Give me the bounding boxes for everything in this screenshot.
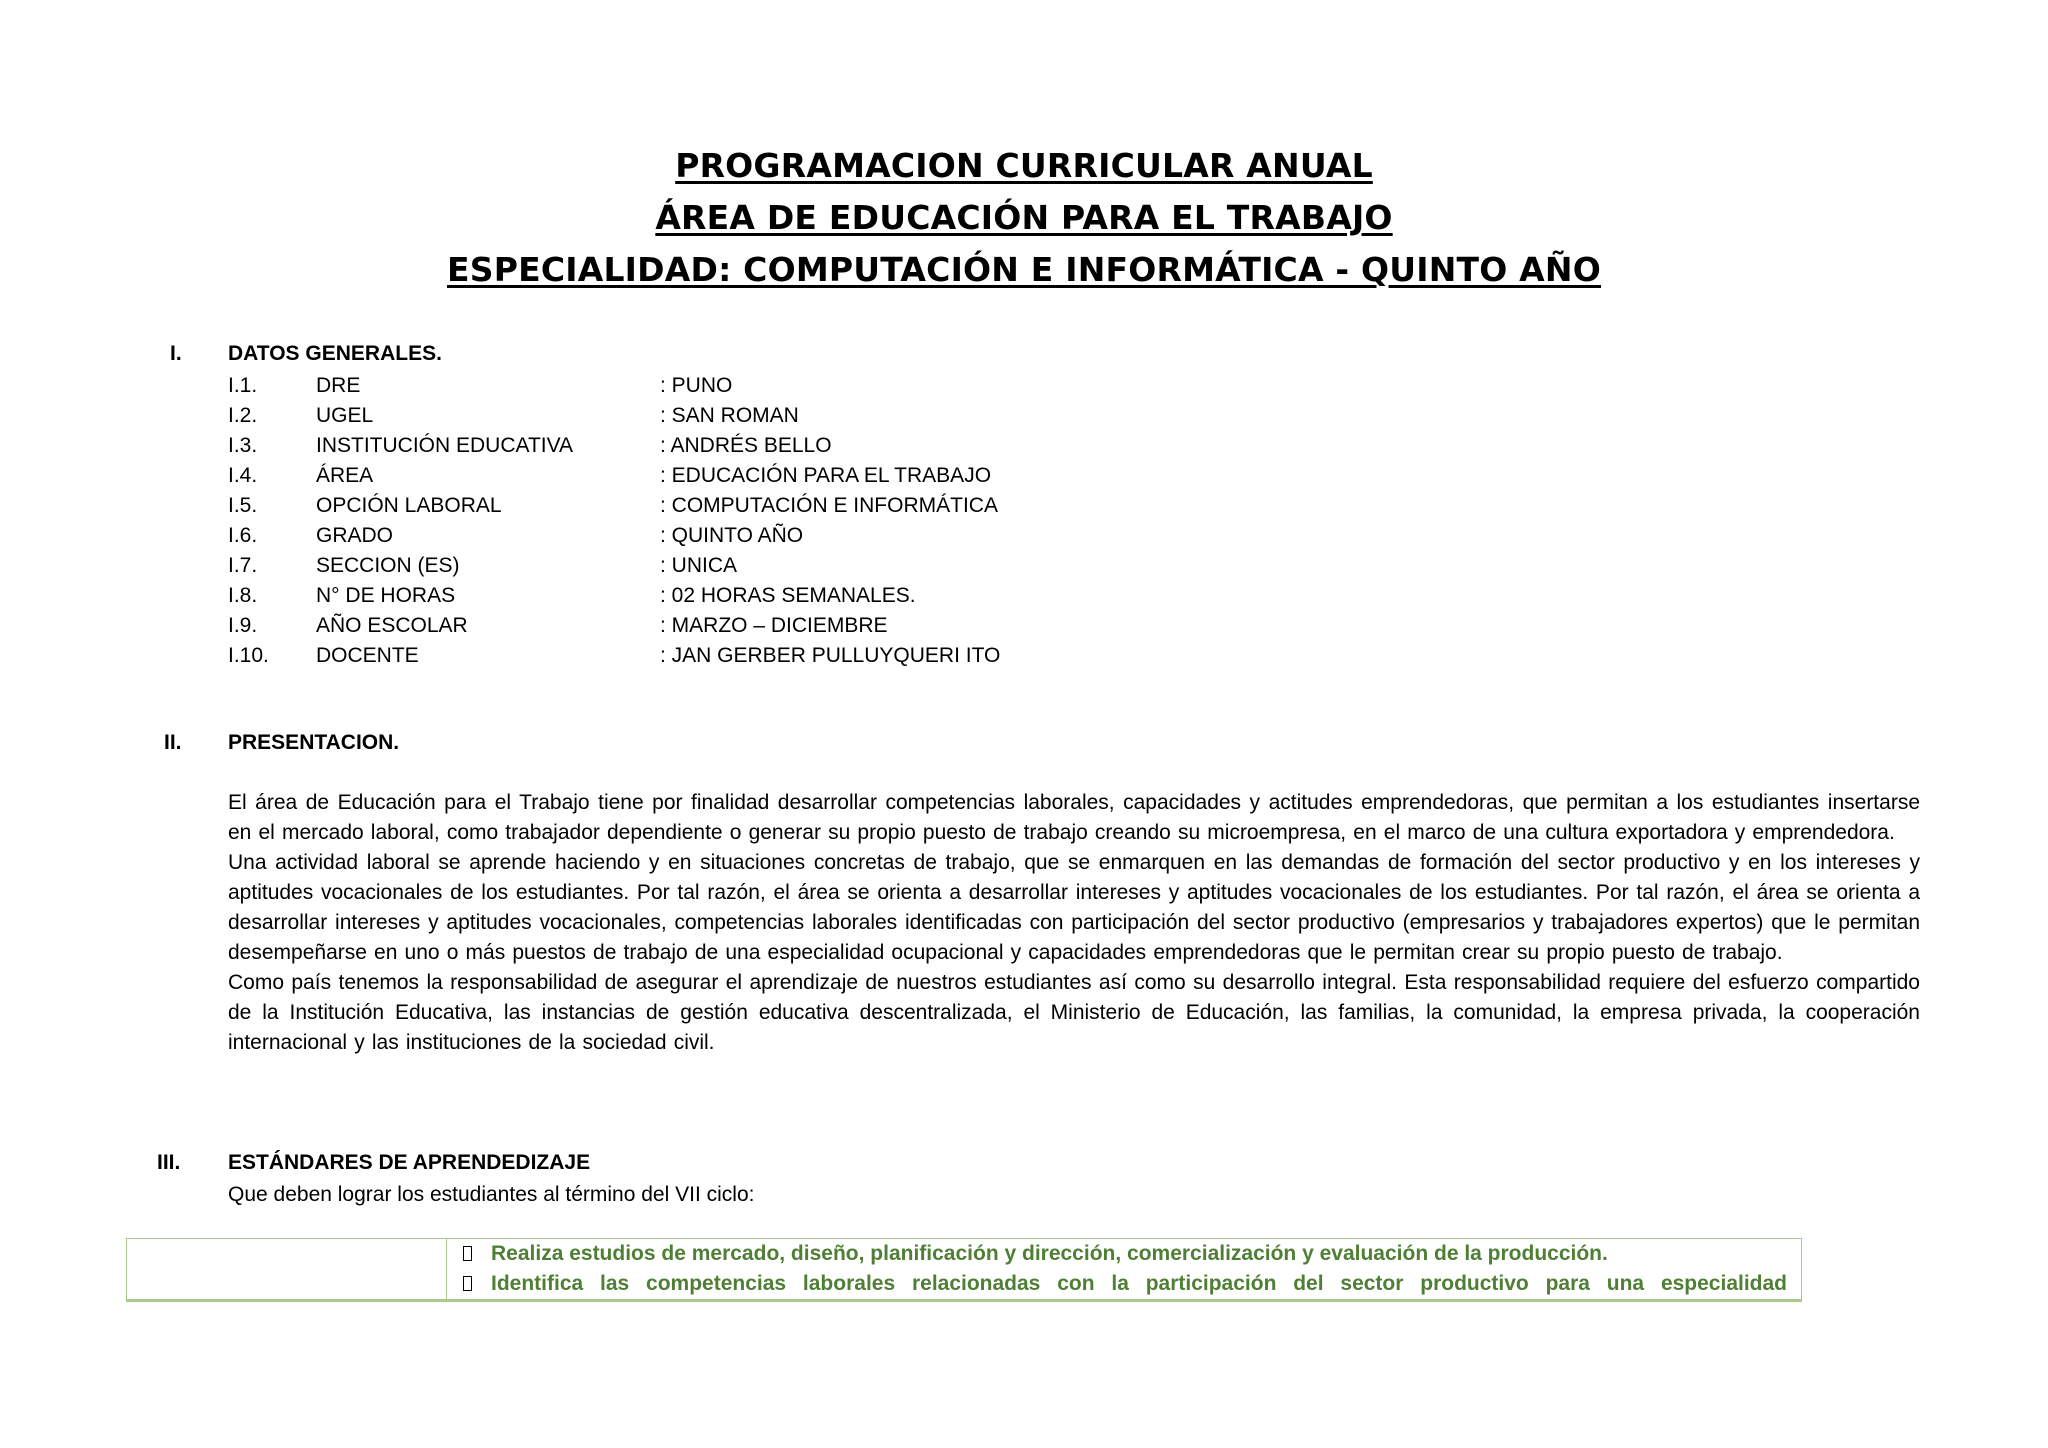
item-value: : COMPUTACIÓN E INFORMÁTICA [660,494,998,517]
missing-glyph-bullet-icon [463,1276,472,1291]
item-value: : SAN ROMAN [660,404,799,427]
item-number: I.5. [228,494,258,517]
list-item [228,491,1128,521]
item-number: I.10. [228,644,269,667]
item-value: : JAN GERBER PULLUYQUERI ITO [660,644,1001,667]
item-label: DRE [316,374,361,397]
item-label: SECCION (ES) [316,554,460,577]
section-3-subtext: Que deben lograr los estudiantes al término del VII ciclo: [228,1183,755,1206]
item-number: I.3. [228,434,258,457]
section-1-number: I. [170,342,182,365]
item-number: I.7. [228,554,258,577]
list-item [228,611,1128,641]
paragraph: El área de Educación para el Trabajo tiene por finalidad desarrollar competencias laborales, capacidades y actitudes emprendedoras, que permitan a los estudiantes insertarse en el mercado laboral, como trabajador dependiente o generar su propio puesto de trabajo creando su microempresa, en el marco de una cultura exportadora y emprendedora. [228,791,1920,844]
document-title [0,140,2048,296]
list-item [228,401,1128,431]
list-item [228,371,1128,401]
item-value: : ANDRÉS BELLO [660,434,832,457]
presentacion-body [228,788,1920,1058]
item-number: I.8. [228,584,258,607]
list-item [457,1269,1787,1299]
item-number: I.4. [228,464,258,487]
standards-content-cell [457,1239,1787,1299]
item-value: : 02 HORAS SEMANALES. [660,584,916,607]
item-number: I.9. [228,614,258,637]
item-label: N° DE HORAS [316,584,456,607]
paragraph: Una actividad laboral se aprende haciendo y en situaciones concretas de trabajo, que se enmarquen en las demandas de formación del sector productivo y en los intereses y aptitudes vocacionales de los estudiantes. Por tal razón, el área se orienta a desarrollar intereses y aptitudes vocacionales de los estudiantes. Por tal razón, el área se orienta a desarrollar intereses y aptitudes vocacionales, competencias laborales identificadas con participación del sector productivo (empresarios y trabajadores expertos) que le permitan desempeñarse en uno o más puestos de trabajo de una especialidad ocupacional y capacidades emprendedoras que le permitan crear su propio puesto de trabajo. [228,851,1920,964]
item-label: AÑO ESCOLAR [316,614,468,637]
item-value: : QUINTO AÑO [660,524,804,547]
standards-label-cell [127,1239,447,1299]
standard-text: Realiza estudios de mercado, diseño, planificación y dirección, comercialización y evaluación de la producción. [491,1242,1608,1265]
list-item [457,1239,1787,1269]
datos-generales-list [228,371,1128,671]
item-label: GRADO [316,524,394,547]
list-item [228,581,1128,611]
item-value: : PUNO [660,374,733,397]
item-label: DOCENTE [316,644,419,667]
list-item [228,521,1128,551]
list-item [228,641,1128,671]
item-value: : UNICA [660,554,738,577]
item-number: I.6. [228,524,258,547]
list-item [228,461,1128,491]
title-line-2: ÁREA DE EDUCACIÓN PARA EL TRABAJO [655,198,1393,237]
section-2-heading: PRESENTACION. [228,731,400,754]
standards-table [126,1238,1802,1302]
section-3-heading: ESTÁNDARES DE APRENDEDIZAJE [228,1151,591,1174]
item-number: I.1. [228,374,258,397]
item-number: I.2. [228,404,258,427]
section-1-heading: DATOS GENERALES. [228,342,442,365]
item-label: UGEL [316,404,374,427]
missing-glyph-bullet-icon [463,1246,472,1261]
paragraph: Como país tenemos la responsabilidad de asegurar el aprendizaje de nuestros estudiantes así como su desarrollo integral. Esta responsabilidad requiere del esfuerzo compartido de la Institución Educativa, las instancias de gestión educativa descentralizada, el Ministerio de Educación, las familias, la comunidad, la empresa privada, la cooperación internacional y las instituciones de la sociedad civil. [228,971,1920,1054]
title-line-1: PROGRAMACION CURRICULAR ANUAL [675,146,1373,185]
title-line-3: ESPECIALIDAD: COMPUTACIÓN E INFORMÁTICA - QUINTO AÑO [446,250,1601,289]
item-value: : EDUCACIÓN PARA EL TRABAJO [660,464,992,487]
section-3-number: III. [157,1151,181,1174]
list-item [228,551,1128,581]
item-label: OPCIÓN LABORAL [316,494,502,517]
list-item [228,431,1128,461]
item-label: INSTITUCIÓN EDUCATIVA [316,434,574,457]
item-label: ÁREA [316,464,374,487]
standard-text: Identifica las competencias laborales relacionadas con la participación del sector productivo para una especialidad [491,1272,1787,1295]
item-value: : MARZO – DICIEMBRE [660,614,888,637]
section-2-number: II. [164,731,182,754]
